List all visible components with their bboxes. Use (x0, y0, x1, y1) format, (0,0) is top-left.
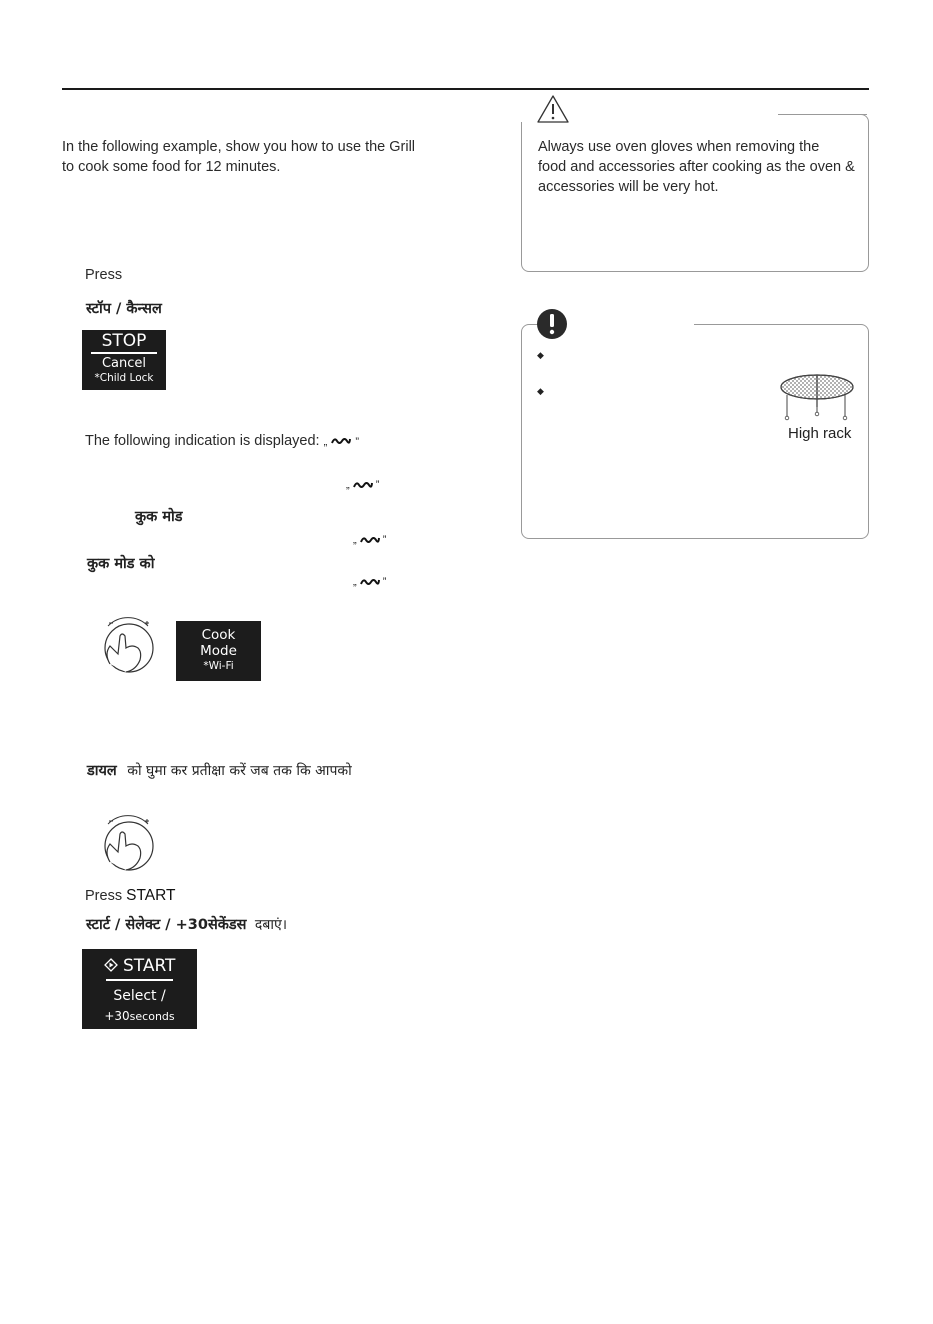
grill-wave-icon (360, 536, 380, 544)
start-select-button[interactable] (82, 949, 197, 1029)
stop-button-divider (91, 352, 157, 354)
step4-press-label: Press (85, 888, 123, 904)
note-header-mask (560, 318, 694, 328)
step4-press-button-name: START (126, 887, 176, 904)
stop-button-main-label: STOP (101, 331, 147, 351)
cook-mode-note: *Wi-Fi (203, 660, 234, 672)
step2-hindi-a: कुक मोड (135, 509, 183, 525)
high-rack-illustration-icon (779, 371, 855, 423)
step1-press-label: Press (85, 267, 123, 283)
warning-text-line-1: Always use oven gloves when removing the (538, 139, 820, 155)
step4-hindi-bold: स्टार्ट / सेलेक्ट / +30सेकेंडस (86, 917, 247, 933)
stop-cancel-button[interactable] (82, 330, 166, 390)
quote-open: „ (323, 436, 328, 448)
stop-button-sub-label: Cancel (101, 356, 147, 371)
quote-close: ” (355, 436, 359, 448)
intro-line-1: In the following example, show you how to use the Grill (62, 139, 416, 155)
step4-hindi-rest: दबाएं। (254, 917, 288, 933)
quote-close: ” (382, 576, 387, 588)
start-button-main-label: START (122, 956, 176, 976)
step3-hindi-rest: को घुमा कर प्रतीक्षा करें जब तक कि आपको (127, 763, 352, 779)
header-rule (62, 88, 869, 90)
start-button-note (82, 1007, 197, 1025)
cook-mode-button[interactable] (176, 621, 261, 681)
step1-hindi-button-name: स्टॉप / कैन्सल (86, 301, 162, 317)
start-note-word: seconds (129, 1010, 175, 1023)
stop-button-note: *Child Lock (94, 372, 154, 384)
step1-indication-line (85, 431, 359, 452)
note-bullet-2: ◆ (537, 386, 544, 396)
warning-triangle-icon (536, 94, 570, 124)
step1-indication-text: The following indication is displayed: (85, 433, 320, 449)
grill-wave-icon (331, 437, 351, 445)
warning-header-mask (585, 114, 780, 120)
cook-mode-line1: Cook (201, 627, 236, 643)
quote-open: „ (353, 534, 357, 546)
start-button-divider (106, 979, 173, 981)
start-note-num: +30 (104, 1009, 130, 1023)
quote-open: „ (346, 479, 350, 491)
quote-open: „ (353, 576, 357, 588)
quote-close: ” (382, 534, 387, 546)
high-rack-label: High rack (788, 425, 852, 442)
note-bullet-1: ◆ (537, 350, 544, 360)
step3-hindi-bold: डायल (87, 763, 117, 779)
step4-hindi-line (86, 914, 287, 934)
step4-press-line (85, 886, 176, 906)
grill-wave-icon (360, 578, 380, 586)
step2-hindi-b: कुक मोड को (87, 556, 155, 572)
quote-close: ” (375, 479, 380, 491)
exclamation-circle-icon (536, 308, 568, 340)
step3-line (87, 760, 352, 780)
warning-text-line-3: accessories will be very hot. (538, 179, 719, 195)
warning-header-line (778, 114, 867, 115)
intro-line-2: to cook some food for 12 minutes. (62, 159, 281, 175)
step2-indication-1 (346, 479, 379, 491)
start-button-sub: Select / (113, 988, 166, 1004)
warning-text-line-2: food and accessories after cooking as the oven & (538, 159, 855, 175)
step2-indication-2 (353, 534, 386, 546)
start-button-main (82, 949, 197, 976)
step2-indication-3 (353, 576, 386, 588)
start-diamond-icon (104, 958, 118, 972)
cook-mode-line2: Mode (200, 643, 237, 659)
grill-wave-icon (353, 481, 373, 489)
dial-turn-icon[interactable] (96, 614, 162, 676)
dial-turn-icon[interactable] (96, 812, 162, 874)
